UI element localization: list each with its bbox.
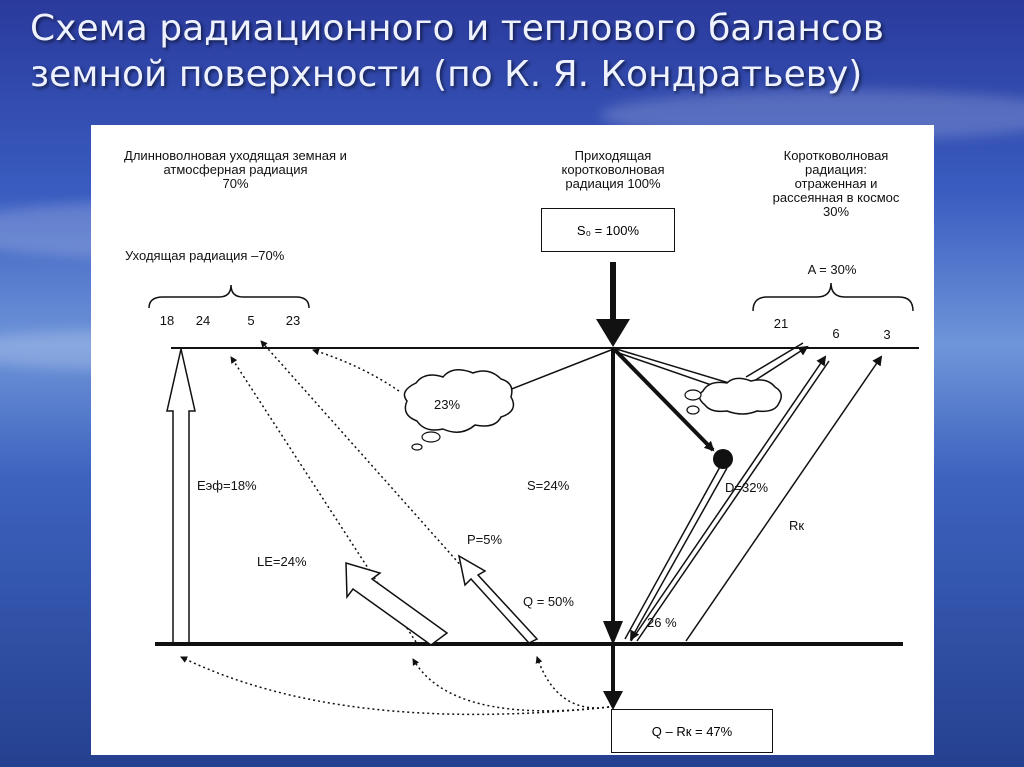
eeff-hollow-arrow: [167, 349, 195, 642]
outgoing-brace: [149, 285, 309, 308]
shortwave-header-line: рассеянная в космос: [772, 190, 900, 205]
title-line-1: Схема радиационного и теплового балансов: [30, 8, 884, 49]
longwave-header-line: Длинноволновая уходящая земная и: [124, 148, 347, 163]
eeff-label: Eэф=18%: [197, 478, 257, 493]
outgoing-label: Уходящая радиация –70%: [125, 248, 285, 263]
right-cloud-puff: [685, 390, 701, 400]
s0-box: S₀ = 100%: [541, 208, 675, 252]
outgoing-number: 23: [285, 313, 301, 328]
left-cloud-puff: [422, 432, 440, 442]
incoming-header-line: Приходящая: [574, 148, 652, 163]
incoming-header-line: радиация 100%: [565, 176, 661, 191]
albedo-number: 3: [883, 327, 891, 342]
right-cloud: [699, 378, 781, 414]
d-label: D=32%: [725, 480, 768, 495]
shortwave-header-line: Коротковолновая: [783, 148, 889, 163]
right-cloud-puff-2: [687, 406, 699, 414]
q-rk-box: Q – Rк = 47%: [611, 709, 773, 753]
longwave-header-line: атмосферная радиация: [163, 162, 308, 177]
le-label: LE=24%: [257, 554, 307, 569]
albedo-number: 6: [832, 326, 840, 341]
outgoing-number: 5: [247, 313, 255, 328]
outgoing-number: 24: [195, 313, 211, 328]
incoming-header: [543, 149, 683, 191]
cloud-reflect-b: [751, 347, 807, 383]
albedo-number: 21: [773, 316, 789, 331]
incoming-header-line: коротковолновая: [561, 162, 665, 177]
ground-heat-curve-2: [413, 659, 609, 711]
title-line-2: земной поверхности (по К. Я. Кондратьеву): [30, 54, 863, 95]
to-right-cloud-line-2: [613, 351, 723, 389]
ground-heat-curve-1: [181, 657, 609, 714]
slide-title: [30, 6, 930, 98]
ground-heat-curve-3: [537, 657, 609, 708]
left-cloud-label: 23%: [433, 397, 461, 412]
diffuse-arrow-b: [631, 468, 727, 639]
cloud-dotted-line: [313, 350, 399, 391]
direct-radiation-head: [603, 621, 623, 645]
rk-label: Rк: [789, 518, 805, 533]
diagram-panel: [91, 125, 934, 755]
le-hollow-arrow: [346, 563, 447, 645]
outgoing-number: 18: [159, 313, 175, 328]
shortwave-header-line: отраженная и: [794, 176, 878, 191]
shortwave-header: [741, 149, 931, 219]
longwave-header-line: 70%: [222, 176, 249, 191]
diagram-svg: [91, 125, 934, 755]
net-radiation-head: [603, 691, 623, 710]
albedo-brace: [753, 283, 913, 311]
diffuse-arrow-a: [625, 465, 721, 639]
pct26-label: 26 %: [647, 615, 677, 630]
q-label: Q = 50%: [523, 594, 574, 609]
s-label: S=24%: [527, 478, 570, 493]
p-label: P=5%: [467, 532, 503, 547]
longwave-header: [93, 149, 378, 191]
albedo-label: A = 30%: [807, 262, 857, 277]
diffuse-point: [713, 449, 733, 469]
left-cloud-puff-2: [412, 444, 422, 450]
shortwave-header-line: радиация:: [805, 162, 867, 177]
shortwave-header-line: 30%: [822, 204, 850, 219]
incoming-arrow-head: [596, 319, 630, 347]
